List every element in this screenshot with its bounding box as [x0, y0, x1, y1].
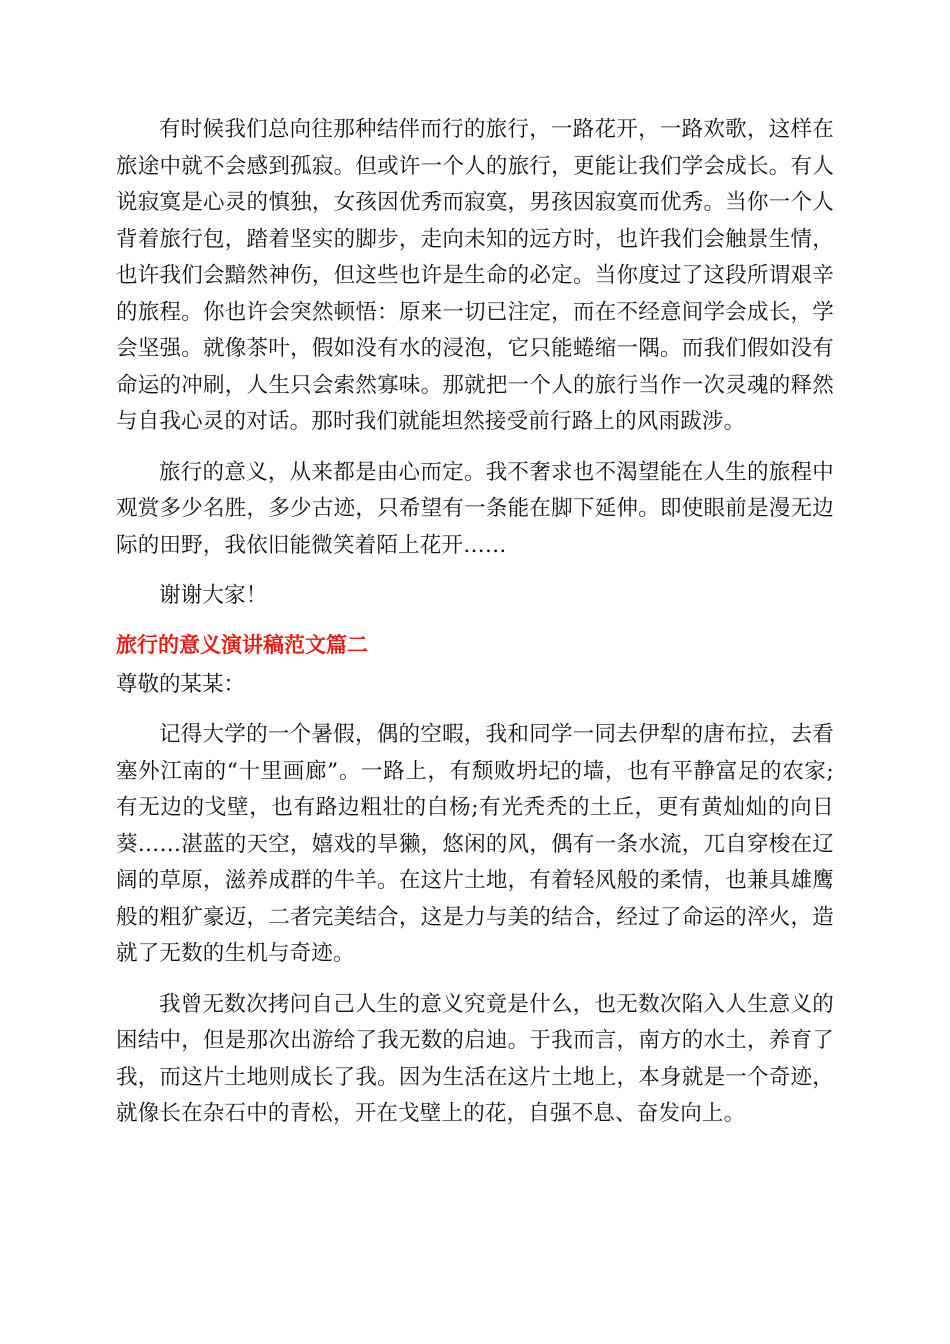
section-heading: 旅行的意义演讲稿范文篇二 — [116, 632, 368, 657]
paragraph-thanks: 谢谢大家！ — [159, 583, 268, 608]
paragraph-life-meaning: 我曾无数次拷问自己人生的意义究竟是什么，也无数次陷入人生意义的困结中，但是那次出游给了我无数的启迪。于我而言，南方的水土，养育了我，而这片土地则成长了我。因为生活在这片土地上，本身就是一个奇迹，就像长在杂石中的青松，开在戈壁上的花，自强不息、奋发向上。 — [116, 991, 834, 1126]
document-page — [116, 112, 834, 1133]
paragraph-meaning-of-travel: 旅行的意义，从来都是由心而定。我不奢求也不渴望能在人生的旅程中观赏多少名胜，多少古迹，只希望有一条能在脚下延伸。即使眼前是漫无边际的田野，我依旧能微笑着陌上花开…… — [116, 459, 834, 558]
paragraph-solo-travel: 有时候我们总向往那种结伴而行的旅行，一路花开，一路欢歌，这样在旅途中就不会感到孤寂。但或许一个人的旅行，更能让我们学会成长。有人说寂寞是心灵的慎独，女孩因优秀而寂寞，男孩因寂寞而优秀。当你一个人背着旅行包，踏着坚实的脚步，走向未知的远方时，也许我们会触景生情，也许我们会黯然神伤，但这些也许是生命的必定。当你度过了这段所谓艰辛的旅程。你也许会突然顿悟：原来一切已注定，而在不经意间学会成长，学会坚强。就像茶叶，假如没有水的浸泡，它只能蜷缩一隅。而我们假如没有命运的冲刷，人生只会索然寡味。那就把一个人的旅行当作一次灵魂的释然与自我心灵的对话。那时我们就能坦然接受前行路上的风雨跋涉。 — [116, 117, 834, 434]
salutation: 尊敬的某某： — [116, 671, 246, 697]
paragraph-tangbula-trip: 记得大学的一个暑假，偶的空暇，我和同学一同去伊犁的唐布拉，去看塞外江南的“十里画廊”。一路上，有颓败坍圮的墙，也有平静富足的农家;有无边的戈壁，也有路边粗壮的白杨;有光秃秃的土丘，更有黄灿灿的向日葵……湛蓝的天空，嬉戏的旱獭，悠闲的风，偶有一条水流，兀自穿梭在辽阔的草原，滋养成群的牛羊。在这片土地，有着轻风般的柔情，也兼具雄鹰般的粗犷豪迈，二者完美结合，这是力与美的结合，经过了命运的淬火，造就了无数的生机与奇迹。 — [116, 722, 834, 966]
